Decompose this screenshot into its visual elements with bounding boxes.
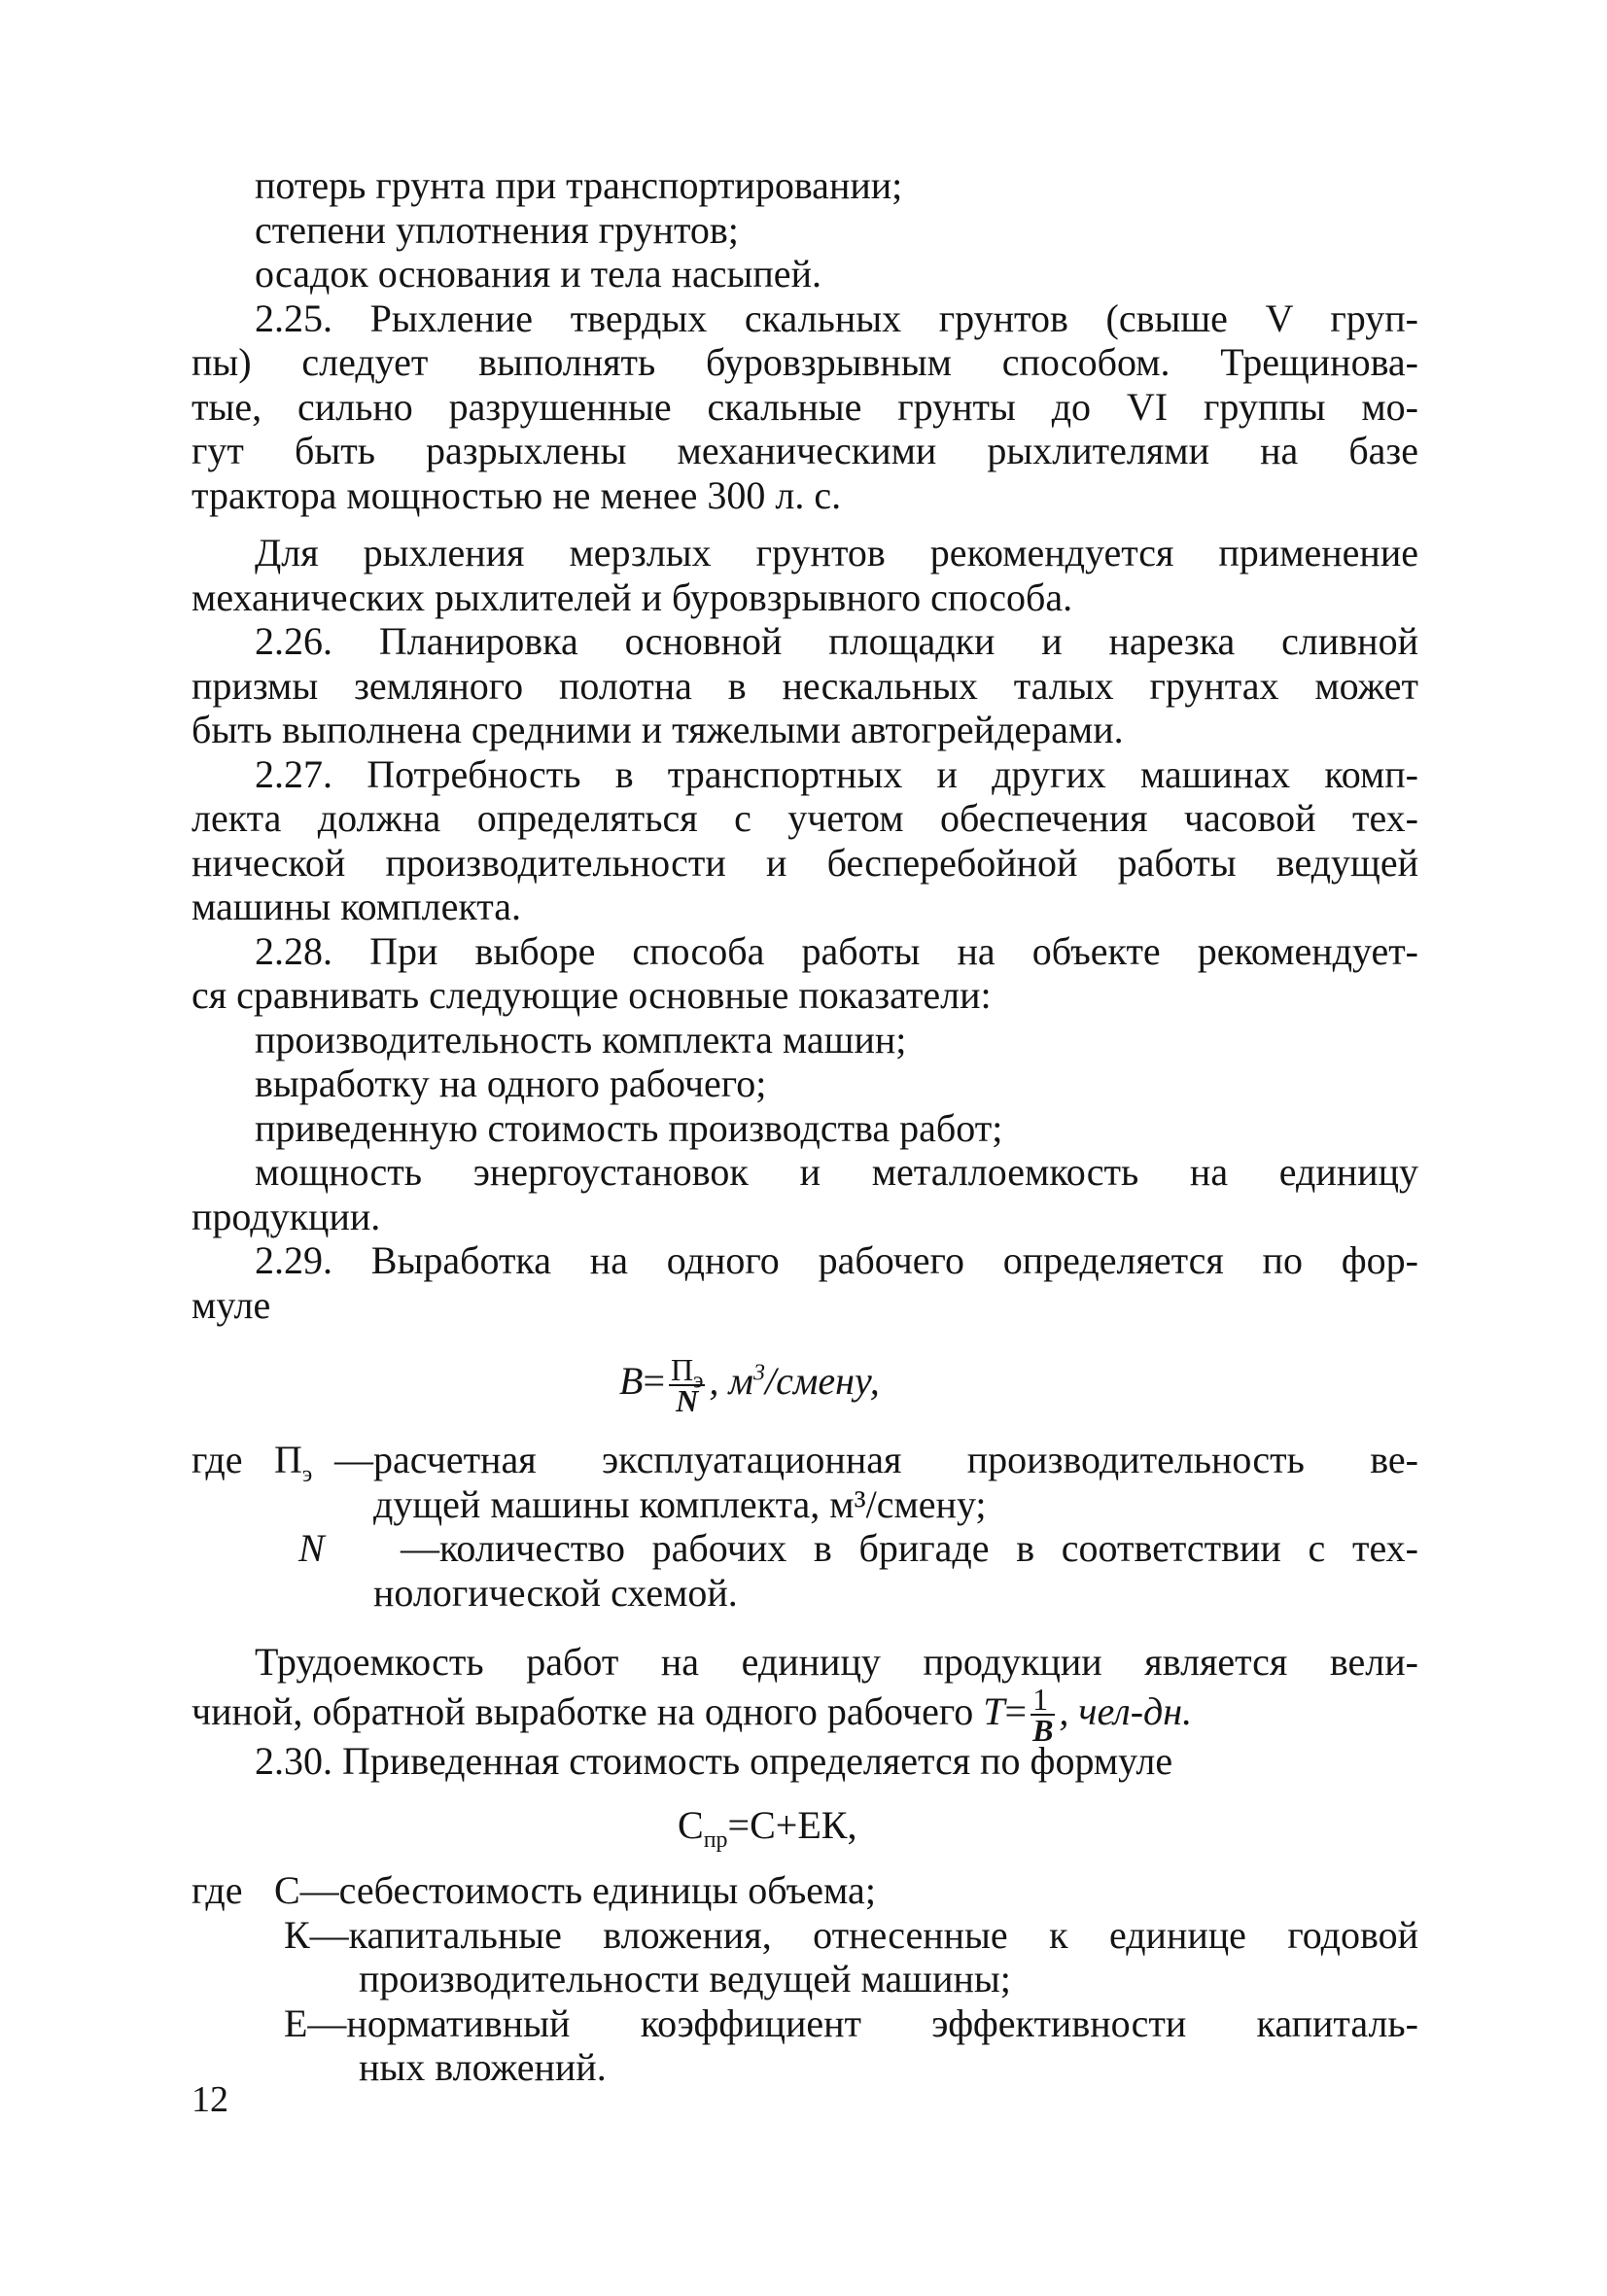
paragraph-2-26-line: призмы земляного полотна в нескальных талых грунтах может <box>192 663 1418 708</box>
definition-line: производительности ведущей машины; <box>359 1957 1011 2000</box>
formula-unit-pre: , м <box>709 1359 753 1403</box>
paragraph-2-26-line: 2.26. Планировка основной площадки и нарезка сливной <box>255 619 1418 663</box>
formula-output-per-worker <box>192 1346 1418 1416</box>
definitions-block-2 <box>192 1868 1418 2090</box>
definition-row <box>192 1438 1418 1487</box>
paragraph-2-29-line: муле <box>192 1282 271 1327</box>
paragraph-2-25b-line: механических рыхлителей и буровзрывного способа. <box>192 574 1073 619</box>
formula-T: T <box>983 1688 1005 1733</box>
formula-unit: , чел-дн. <box>1059 1688 1193 1733</box>
paragraph-2-25-line: тые, сильно разрушенные скальные грунты до VI группы мо- <box>192 384 1418 429</box>
formula-numerator: П <box>671 1351 694 1387</box>
text-line: степени уплотнения грунтов; <box>255 207 739 252</box>
text-line: потерь грунта при транспортировании; <box>255 163 903 207</box>
definition-symbol: N <box>298 1526 325 1570</box>
definition-line: С—себестоимость единицы объема; <box>274 1868 876 1912</box>
paragraph-2-30-line: 2.30. Приведенная стоимость определяется по формуле <box>255 1738 1173 1783</box>
where-label: где <box>192 1438 243 1481</box>
paragraph-2-26-line: быть выполнена средними и тяжелыми автогрейдерами. <box>192 708 1124 751</box>
paragraph-2-25-line: трактора мощностью не менее 300 л. с. <box>192 472 842 517</box>
formula-denominator: N <box>676 1382 699 1418</box>
definition-line: ных вложений. <box>359 2045 607 2089</box>
definition-line: К—капитальные вложения, отнесенные к единице годовой <box>284 1912 1418 1957</box>
list-item: производительность комплекта машин; <box>255 1017 907 1061</box>
formula-eq: = <box>1004 1688 1028 1733</box>
formula-eq: = <box>643 1359 665 1403</box>
page-body <box>192 163 1418 2090</box>
paragraph-2-28-line: ся сравнивать следующие основные показатели: <box>192 973 992 1017</box>
formula-rhs: =С+ЕК, <box>727 1803 857 1847</box>
definition-line: нологической схемой. <box>373 1570 738 1615</box>
formula-unit-sup: 3 <box>752 1360 765 1386</box>
definition-symbol: $П_э$ <box>274 1438 313 1487</box>
paragraph-2-25-line: гут быть разрыхлены механическими рыхлителями на базе <box>192 429 1418 472</box>
page-number: 12 <box>192 2079 228 2120</box>
paragraph-2-27-line: нической производительности и бесперебойной работы ведущей <box>192 840 1418 885</box>
formula-fraction <box>669 1351 705 1418</box>
definition-row <box>192 1526 1418 1571</box>
paragraph-2-27-line: машины комплекта. <box>192 885 521 928</box>
definition-line: дущей машины комплекта, м³/смену; <box>373 1481 987 1526</box>
paragraph-2-25b-line: Для рыхления мерзлых грунтов рекомендуется применение <box>255 531 1418 574</box>
formula-fraction <box>1031 1682 1055 1749</box>
definition-line: Е—нормативный коэффициент эффективности капиталь- <box>284 2000 1418 2045</box>
labor-text: чиной, обратной выработке на одного рабочего <box>192 1688 984 1733</box>
definitions-block-1 <box>192 1438 1418 1615</box>
formula-reduced-cost <box>192 1796 1418 1855</box>
list-item: мощность энергоустановок и металлоемкость на единицу <box>255 1150 1418 1194</box>
definition-row <box>192 1868 1418 1913</box>
paragraph-2-27-line: 2.27. Потребность в транспортных и других машинах комп- <box>255 751 1418 796</box>
definition-line: —расчетная эксплуатационная производительность ве- <box>334 1438 1418 1481</box>
definition-text <box>334 1438 1418 1482</box>
formula-numerator: 1 <box>1031 1685 1055 1716</box>
definition-text <box>274 1868 1418 1913</box>
formula-lhs: B <box>619 1359 644 1403</box>
paragraph-2-29-line: 2.29. Выработка на одного рабочего определяется по фор- <box>255 1238 1418 1282</box>
labor-intensity-line: Трудоемкость работ на единицу продукции является вели- <box>255 1640 1418 1684</box>
formula-denominator: B <box>1032 1713 1054 1749</box>
paragraph-2-27-line: лекта должна определяться с учетом обеспечения часовой тех- <box>192 796 1418 840</box>
paragraph-2-28-line: 2.28. При выборе способа работы на объекте рекомендует- <box>255 928 1418 973</box>
definition-text <box>401 1526 1418 1571</box>
definition-line: —количество рабочих в бригаде в соответствии с тех- <box>401 1526 1418 1570</box>
list-item-tail: продукции. <box>192 1194 381 1238</box>
list-item: приведенную стоимость производства работ; <box>255 1105 1003 1150</box>
list-item: выработку на одного рабочего; <box>255 1061 767 1105</box>
paragraph-2-25-line: 2.25. Рыхление твердых скальных грунтов (свыше V груп- <box>255 296 1418 340</box>
paragraph-2-25-line: пы) следует выполнять буровзрывным способом. Трещинова- <box>192 340 1418 384</box>
labor-intensity-line <box>192 1682 1418 1749</box>
formula-numerator-sub: э <box>693 1368 704 1394</box>
text-line: осадок основания и тела насыпей. <box>255 252 821 296</box>
formula-lhs: С <box>678 1803 704 1847</box>
formula-unit-post: /смену, <box>764 1359 880 1403</box>
formula-lhs-sub: пр <box>703 1827 728 1853</box>
where-label: где <box>192 1868 243 1912</box>
